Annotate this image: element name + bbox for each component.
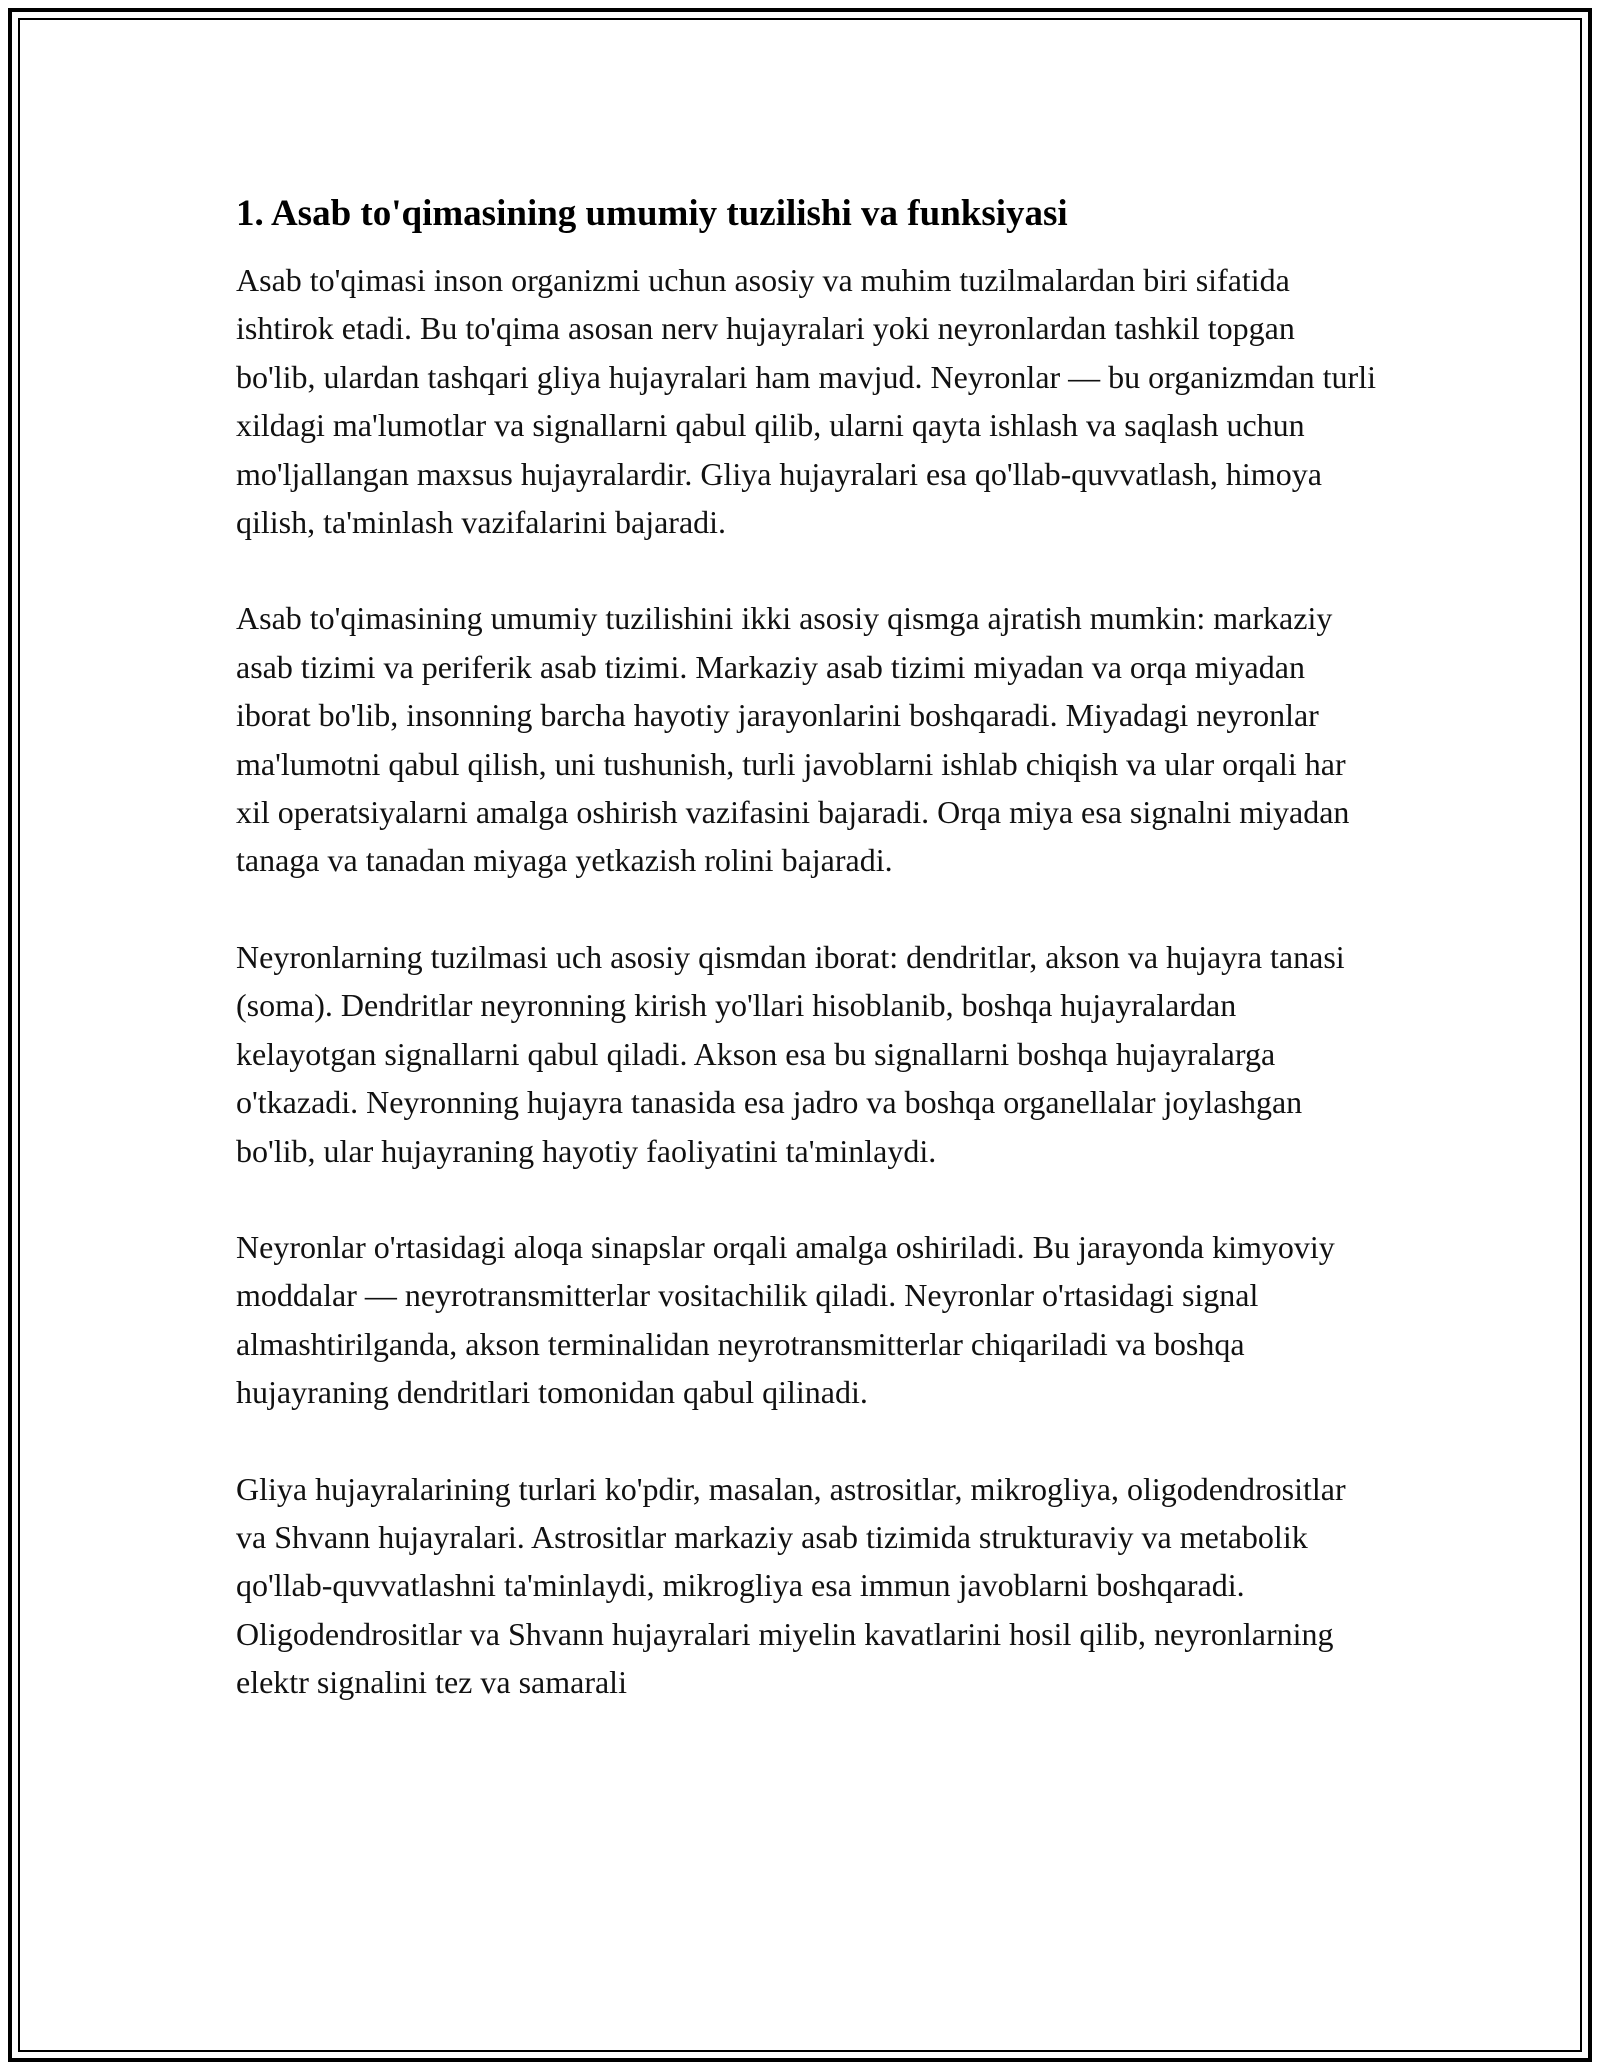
paragraph-5: Gliya hujayralarining turlari ko'pdir, masalan, astrositlar, mikrogliya, oligodendrositlar va Shvann hujayralari. Astrositlar markaziy asab tizimida strukturaviy va metabolik qo'llab-quvvatlashni ta'minlaydi, mikrogliya esa immun javoblarni boshqaradi. Oligodendrositlar va Shvann hujayralari miyelin kavatlarini hosil qilib, neyronlarning elektr signalini tez va samarali <box>236 1470 1346 1701</box>
document-body <box>236 188 1376 1755</box>
paragraph-3: Neyronlarning tuzilmasi uch asosiy qismdan iborat: dendritlar, akson va hujayra tanasi (soma). Dendritlar neyronning kirish yo'llari hisoblanib, boshqa hujayralardan kelayotgan signallarni qabul qiladi. Akson esa bu signallarni boshqa hujayralarga o'tkazadi. Neyronning hujayra tanasida esa jadro va boshqa organellalar joylashgan bo'lib, ular hujayraning hayotiy faoliyatini ta'minlaydi. <box>236 938 1345 1169</box>
paragraph-4: Neyronlar o'rtasidagi aloqa sinapslar orqali amalga oshiriladi. Bu jarayonda kimyoviy moddalar — neyrotransmitterlar vositachilik qiladi. Neyronlar o'rtasidagi signal almashtirilganda, akson terminalidan neyrotransmitterlar chiqariladi va boshqa hujayraning dendritlari tomonidan qabul qilinadi. <box>236 1228 1335 1411</box>
section-heading: 1. Asab to'qimasining umumiy tuzilishi va funksiyasi <box>236 193 1068 234</box>
paragraph-1: Asab to'qimasi inson organizmi uchun asosiy va muhim tuzilmalardan biri sifatida ishtirok etadi. Bu to'qima asosan nerv hujayralari yoki neyronlardan tashkil topgan bo'lib, ulardan tashqari gliya hujayralari ham mavjud. Neyronlar — bu organizmdan turli xildagi ma'lumotlar va signallarni qabul qilib, ularni qayta ishlash va saqlash uchun mo'ljallangan maxsus hujayralardir. Gliya hujayralari esa qo'llab-quvvatlash, himoya qilish, ta'minlash vazifalarini bajaradi. <box>236 262 1376 541</box>
paragraph-2: Asab to'qimasining umumiy tuzilishini ikki asosiy qismga ajratish mumkin: markaziy asab tizimi va periferik asab tizimi. Markaziy asab tizimi miyadan va orqa miyadan iborat bo'lib, insonning barcha hayotiy jarayonlarini boshqaradi. Miyadagi neyronlar ma'lumotni qabul qilish, uni tushunish, turli javoblarni ishlab chiqish va ular orqali har xil operatsiyalarni amalga oshirish vazifasini bajaradi. Orqa miya esa signalni miyadan tanaga va tanadan miyaga yetkazish rolini bajaradi. <box>236 600 1350 879</box>
